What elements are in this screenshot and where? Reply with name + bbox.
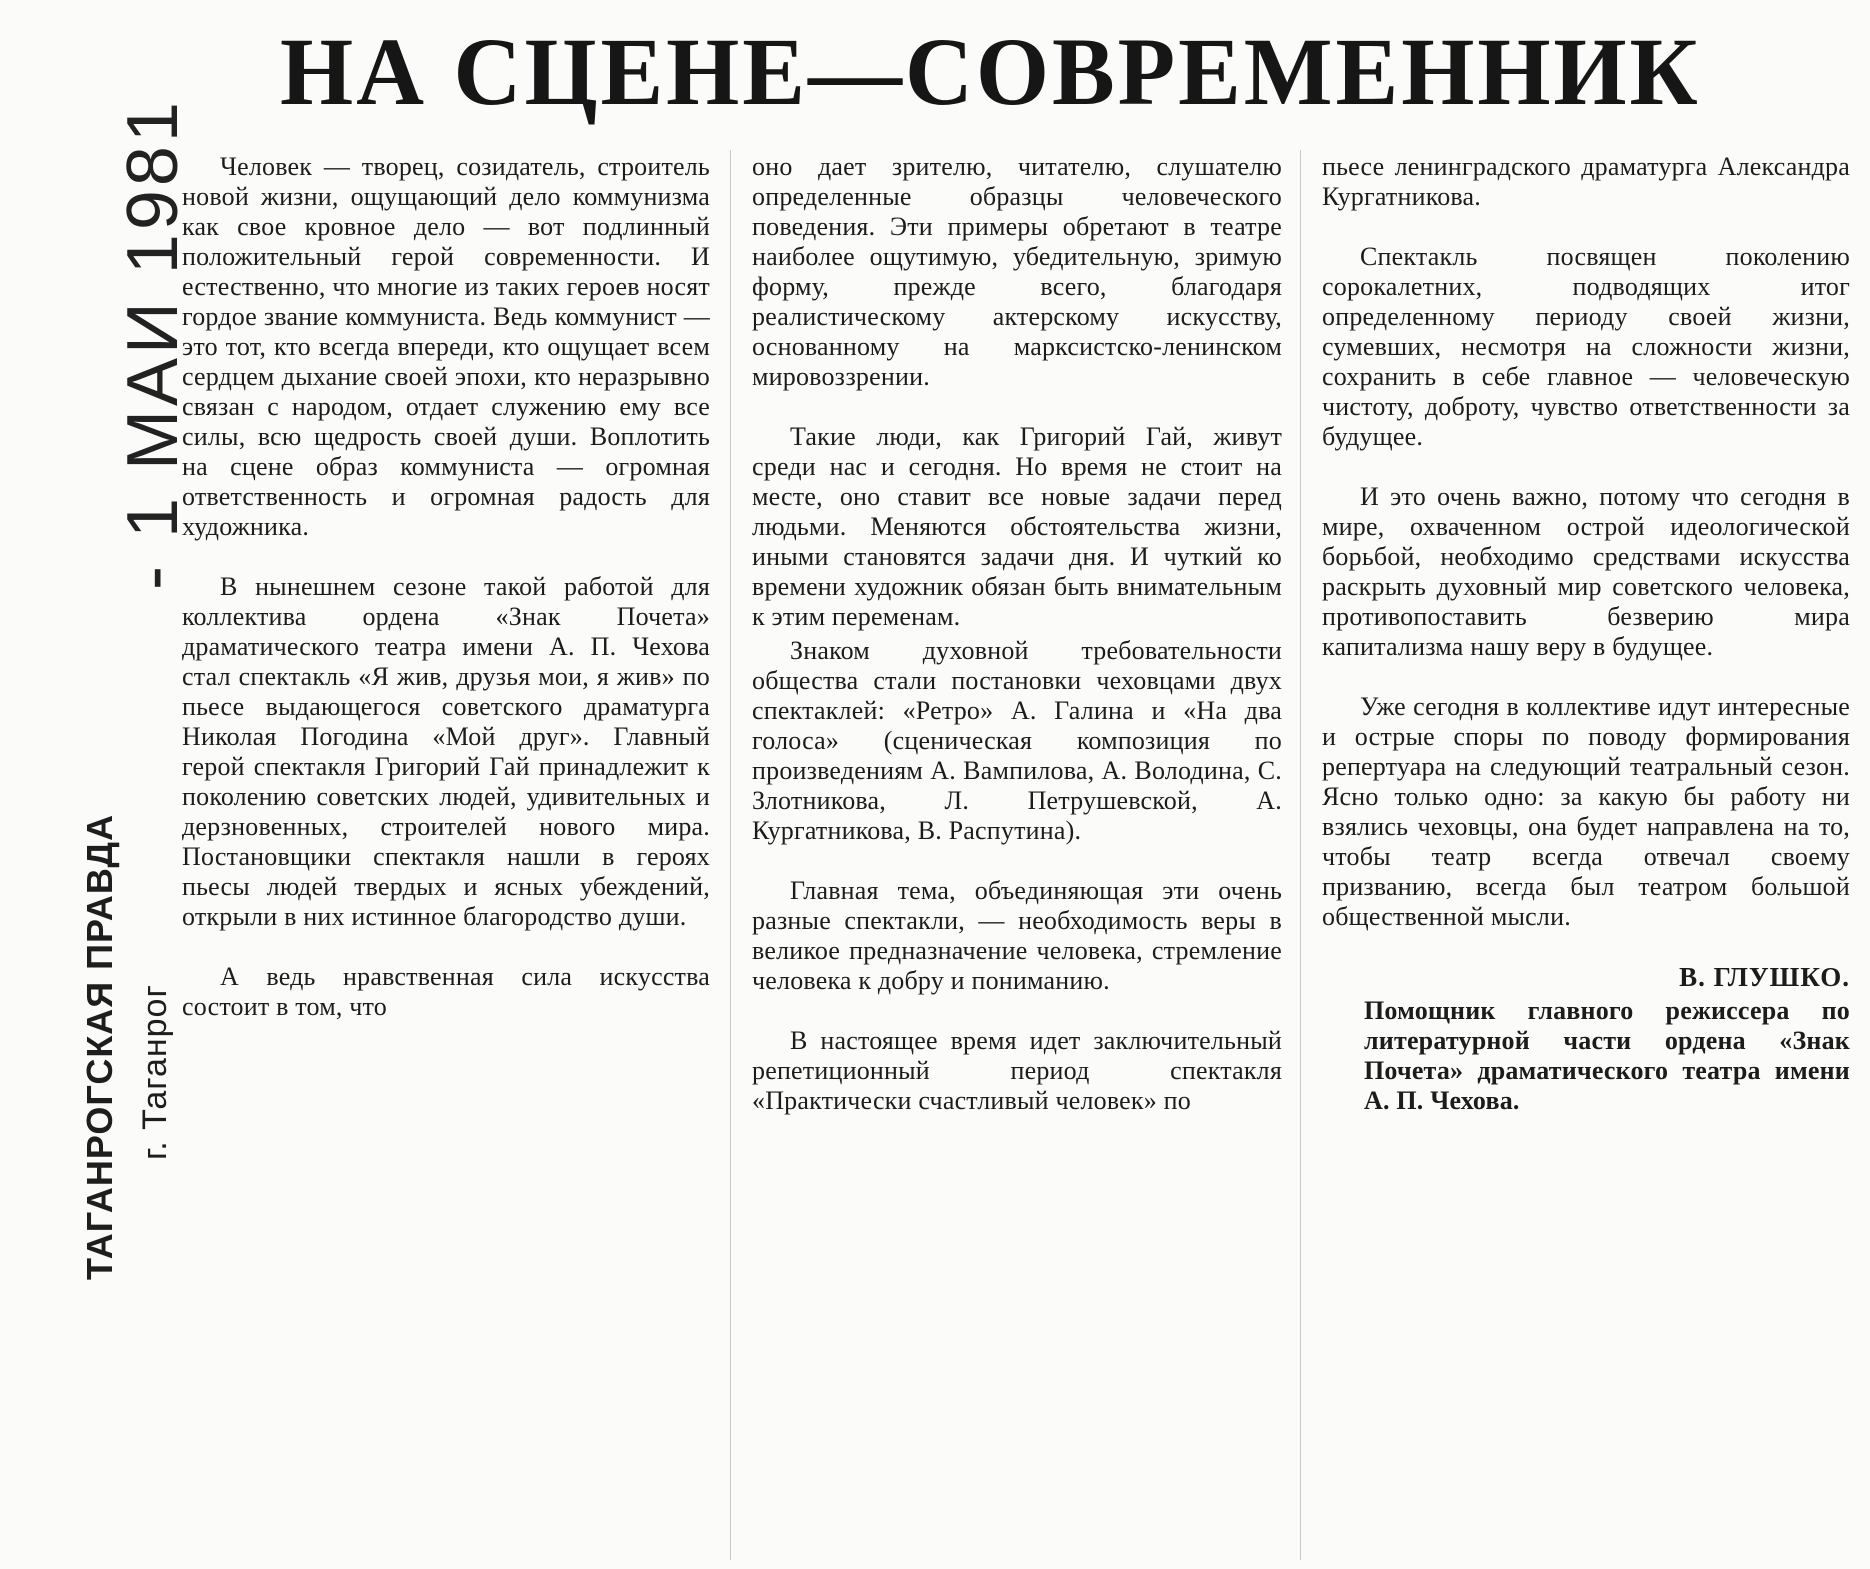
newspaper-city: г. Таганрог <box>136 984 174 1160</box>
paragraph: Спектакль посвящен поколению сорокалетних, подводящих итог определенному периоду своей жизни, сумевших, несмотря на сложности жизни, сохранить в себе главное — человеческую чистоту, доброту, чувство ответственности за будущее. <box>1322 242 1850 451</box>
paragraph: оно дает зрителю, читателю, слушателю определенные образцы человеческого поведения. Эти примеры обретают в театре наиболее ощутимую, убедительную, зримую форму, прежде всего, благодаря реалистическому актерскому искусству, основанному на марксистско-ленинском мировоззрении. <box>752 152 1282 391</box>
article-column-2 <box>752 152 1282 1146</box>
paragraph: В настоящее время идет заключительный репетиционный период спектакля «Практически счастливый человек» по <box>752 1026 1282 1115</box>
author-name: В. ГЛУШКО. <box>1679 962 1850 992</box>
newspaper-name: ТАГАНРОГСКАЯ ПРАВДА <box>79 813 120 1280</box>
article-column-3 <box>1322 152 1850 1116</box>
paragraph: Знаком духовной требовательности общества стали постановки чеховцами двух спектаклей: «Ретро» А. Галина и «На два голоса» (сценическая композиция по произведениям А. Вампилова, А. Володина, С. Злотникова, Л. Петрушевской, А. Кургатникова, В. Распутина). <box>752 636 1282 845</box>
headline: НА СЦЕНЕ—СОВРЕМЕННИК <box>280 18 1701 125</box>
author-role: Помощник главного режиссера по литературной части ордена «Знак Почета» драматического театра имени А. П. Чехова. <box>1364 996 1850 1115</box>
article-column-1 <box>182 152 710 1052</box>
paragraph: И это очень важно, потому что сегодня в мире, охваченном острой идеологической борьбой, необходимо средствами искусства раскрыть духовный мир советского человека, противопоставить безверию мира капитализма нашу веру в будущее. <box>1322 482 1850 661</box>
paragraph: В нынешнем сезоне такой работой для коллектива ордена «Знак Почета» драматического театра имени А. П. Чехова стал спектакль «Я жив, друзья мои, я жив» по пьесе выдающегося советского драматурга Николая Погодина «Мой друг». Главный герой спектакля Григорий Гай принадлежит к поколению советских людей, удивительных и дерзновенных, строителей нового мира. Постановщики спектакля нашли в героях пьесы людей твердых и ясных убеждений, открыли в них истинное благородство души. <box>182 572 710 931</box>
paragraph: Уже сегодня в коллективе идут интересные и острые споры по поводу формирования репертуара на следующий театральный сезон. Ясно только одно: за какую бы работу ни взялись чеховцы, она будет направлена на то, чтобы театр всегда отвечал своему призванию, всегда был театром большой общественной мысли. <box>1322 692 1850 931</box>
date-stamp: - 1 МАИ 1981 <box>113 98 193 590</box>
paragraph: Такие люди, как Григорий Гай, живут среди нас и сегодня. Но время не стоит на месте, оно ставит все новые задачи перед людьми. Меняются обстоятельства жизни, иными становятся задачи дня. И чуткий ко времени художник обязан быть внимательным к этим переменам. <box>752 422 1282 631</box>
paragraph: Человек — творец, созидатель, строитель новой жизни, ощущающий дело коммунизма как свое кровное дело — вот подлинный положительный герой современности. И естественно, что многие из таких героев носят гордое звание коммуниста. Ведь коммунист — это тот, кто всегда впереди, кто ощущает всем сердцем дыхание своей эпохи, кто неразрывно связан с народом, отдает служению ему все силы, всю щедрость своей души. Воплотить на сцене образ коммуниста — огромная ответственность и огромная радость для художника. <box>182 152 710 541</box>
paragraph: пьесе ленинградского драматурга Александра Кургатникова. <box>1322 152 1850 211</box>
paragraph: А ведь нравственная сила искусства состоит в том, что <box>182 962 710 1021</box>
column-divider <box>730 150 731 1560</box>
paragraph: Главная тема, объединяющая эти очень разные спектакли, — необходимость веры в великое предназначение человека, стремление человека к добру и пониманию. <box>752 876 1282 995</box>
column-divider <box>1300 150 1301 1560</box>
